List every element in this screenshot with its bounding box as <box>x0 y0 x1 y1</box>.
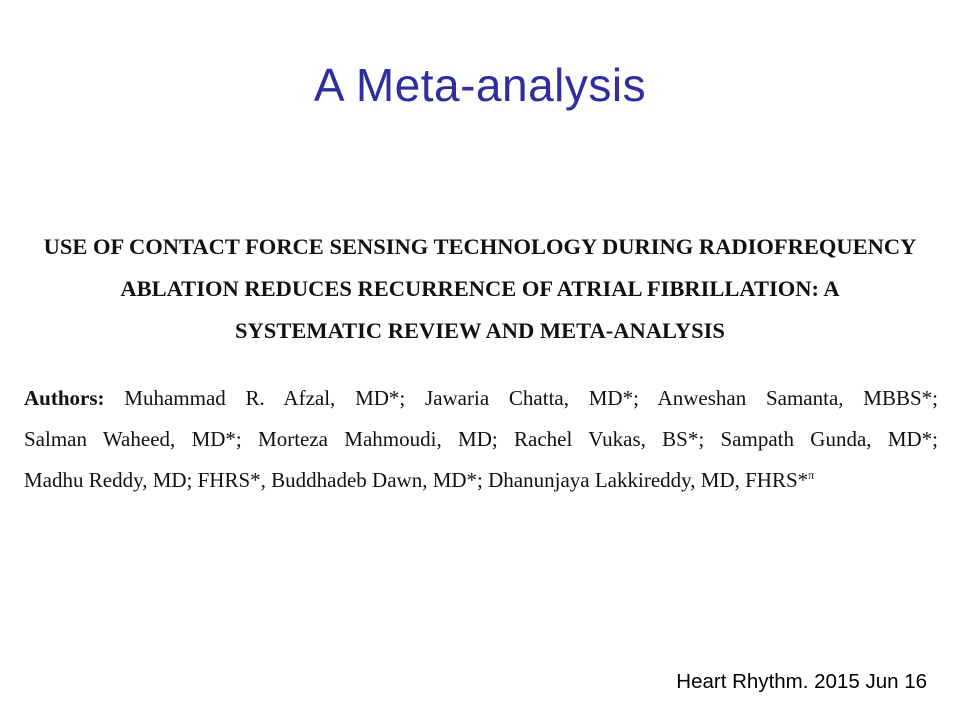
authors-text-1: Muhammad R. Afzal, MD*; Jawaria Chatta, MD*; Anweshan Samanta, MBBS*; <box>124 386 938 410</box>
authors-line-2 <box>24 419 938 460</box>
slide-title: A Meta-analysis <box>313 59 647 111</box>
paper-title-line-2: ABLATION REDUCES RECURRENCE OF ATRIAL FIBRILLATION: A <box>120 276 840 301</box>
authors-block <box>24 378 938 501</box>
paper-title <box>15 226 945 352</box>
authors-line-3 <box>24 460 938 501</box>
authors-label: Authors: <box>24 386 105 410</box>
authors-text-2: Salman Waheed, MD*; Morteza Mahmoudi, MD; Rachel Vukas, BS*; Sampath Gunda, MD*; <box>24 427 938 451</box>
authors-text-3: Madhu Reddy, MD; FHRS*, Buddhadeb Dawn, MD*; Dhanunjaya Lakkireddy, MD, FHRS* <box>24 468 809 492</box>
authors-line-1 <box>24 378 938 419</box>
citation: Heart Rhythm. 2015 Jun 16 <box>676 670 927 693</box>
author-superscript: π <box>808 468 815 482</box>
paper-title-line-3: SYSTEMATIC REVIEW AND META-ANALYSIS <box>235 318 725 343</box>
paper-title-line-1: USE OF CONTACT FORCE SENSING TECHNOLOGY DURING RADIOFREQUENCY <box>43 234 917 259</box>
